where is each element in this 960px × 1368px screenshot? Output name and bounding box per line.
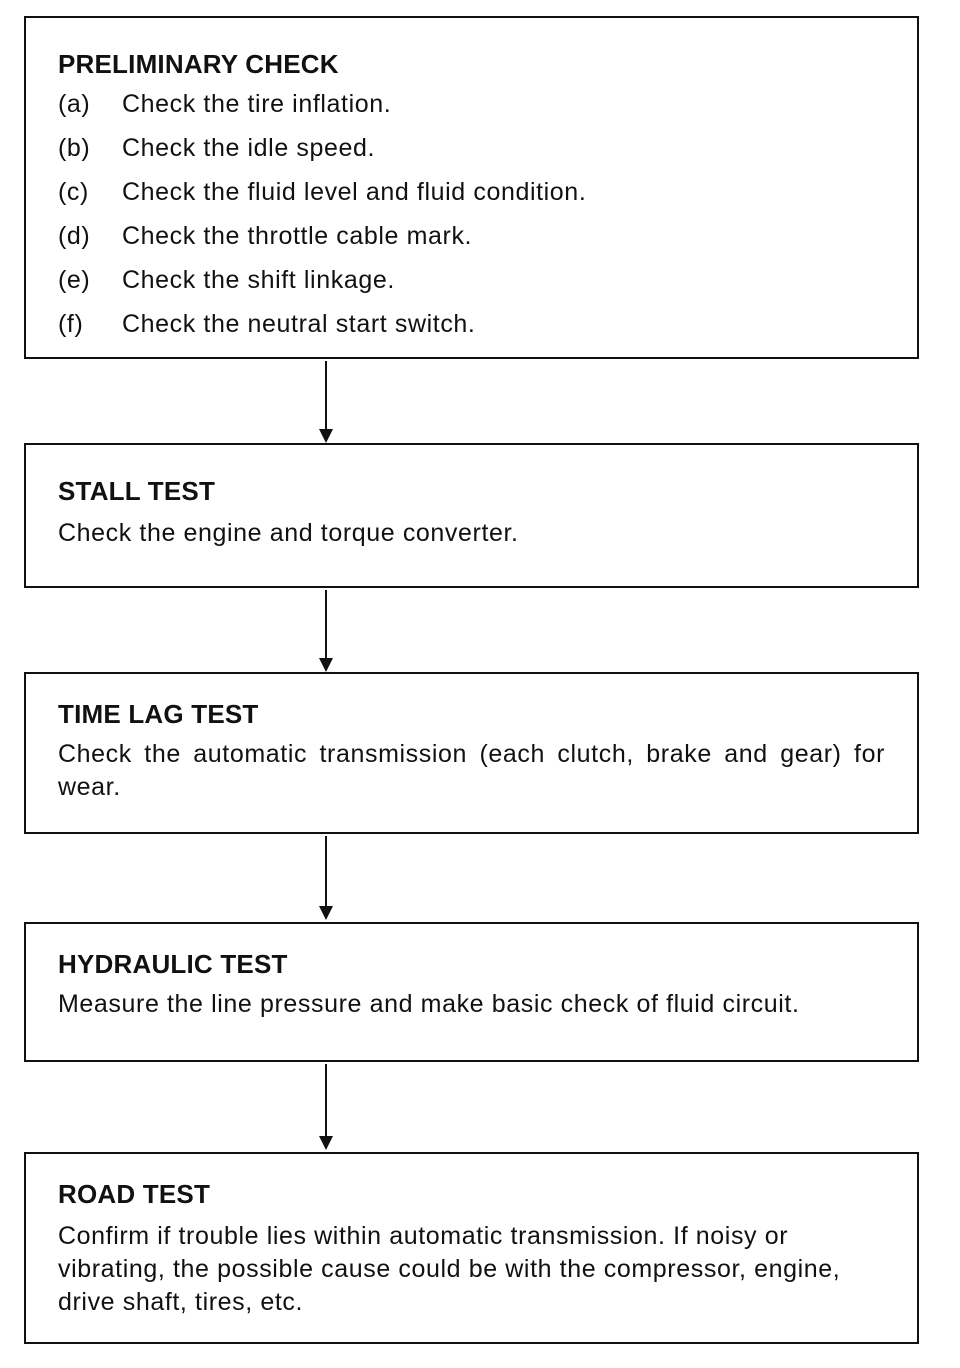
hydraulic-test-description: Measure the line pressure and make basic check of fluid circuit.	[58, 990, 800, 1018]
flow-arrow-line	[325, 361, 327, 431]
check-item-text: Check the throttle cable mark.	[122, 222, 473, 250]
check-item-marker: (d)	[58, 222, 91, 250]
flow-arrow	[324, 836, 328, 922]
flow-arrow	[324, 1064, 328, 1152]
check-item	[58, 214, 885, 258]
stall-test-description: Check the engine and torque converter.	[58, 519, 519, 547]
check-item-marker: (c)	[58, 178, 89, 206]
flow-arrow	[324, 590, 328, 672]
check-item-marker: (a)	[58, 90, 91, 118]
preliminary-check-title: PRELIMINARY CHECK	[58, 49, 339, 79]
hydraulic-test-title: HYDRAULIC TEST	[58, 949, 288, 979]
arrow-down-icon	[319, 1136, 333, 1150]
flow-arrow-line	[325, 590, 327, 660]
arrow-down-icon	[319, 429, 333, 443]
check-item-text: Check the fluid level and fluid condition.	[122, 178, 587, 206]
flow-arrow-line	[325, 1064, 327, 1138]
stall-test-title: STALL TEST	[58, 476, 216, 506]
check-item-text: Check the shift linkage.	[122, 266, 395, 294]
flow-arrow-line	[325, 836, 327, 908]
check-item-text: Check the idle speed.	[122, 134, 376, 162]
time-lag-test-title: TIME LAG TEST	[58, 699, 259, 729]
flow-arrow	[324, 361, 328, 443]
check-item	[58, 258, 885, 302]
check-item-text: Check the neutral start switch.	[122, 310, 476, 338]
road-test-box	[24, 1152, 919, 1344]
check-item	[58, 170, 885, 214]
check-item-text: Check the tire inflation.	[122, 90, 392, 118]
check-item	[58, 302, 885, 346]
check-item-marker: (b)	[58, 134, 91, 162]
preliminary-check-box	[24, 16, 919, 359]
stall-test-box	[24, 443, 919, 588]
check-item	[58, 126, 885, 170]
hydraulic-test-box	[24, 922, 919, 1062]
time-lag-test-description: Check the automatic transmission (each clutch, brake and gear) for wear.	[58, 740, 885, 801]
check-item-marker: (f)	[58, 310, 84, 338]
check-item	[58, 82, 885, 126]
check-item-marker: (e)	[58, 266, 91, 294]
arrow-down-icon	[319, 658, 333, 672]
preliminary-check-list	[58, 82, 885, 346]
arrow-down-icon	[319, 906, 333, 920]
time-lag-test-box	[24, 672, 919, 834]
road-test-description: Confirm if trouble lies within automatic transmission. If noisy or vibrating, the possible cause could be with the compressor, engine, drive shaft, tires, etc.	[58, 1222, 841, 1316]
road-test-title: ROAD TEST	[58, 1179, 211, 1209]
